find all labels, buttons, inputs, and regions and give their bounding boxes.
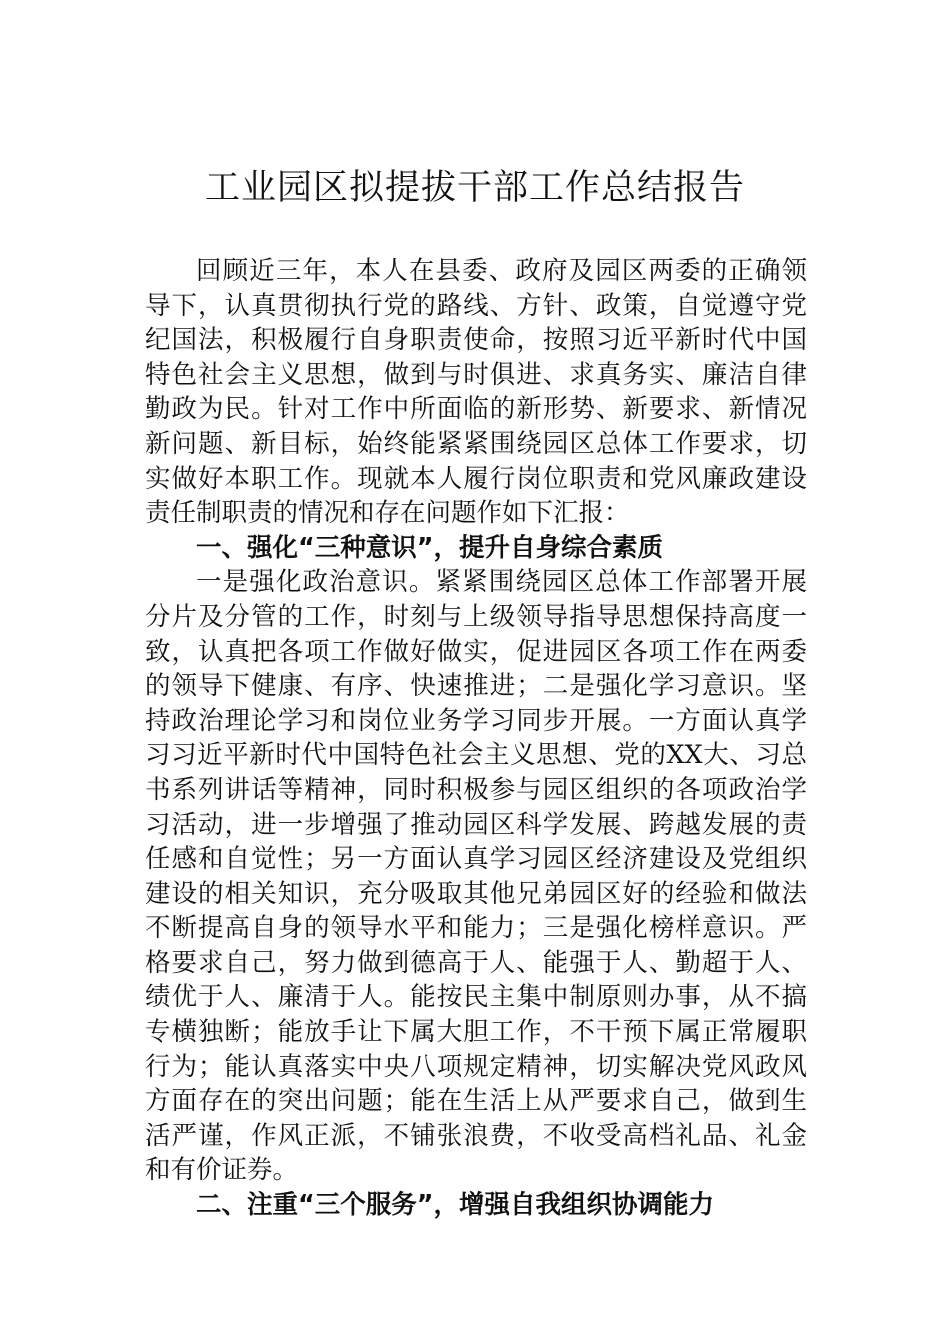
section-heading-2: 二、注重“三个服务”，增强自我组织协调能力 [196,1190,715,1221]
intro-paragraph: 回顾近三年，本人在县委、政府及园区两委的正确领导下，认真贯彻执行党的路线、方针、政策，自觉遵守党纪国法，积极履行自身职责使命，按照习近平新时代中国特色社会主义思想，做到与时俱进、求真务实、廉洁自律勤政为民。针对工作中所面临的新形势、新要求、新情况新问题、新目标，始终能紧紧围绕园区总体工作要求，切实做好本职工作。现就本人履行岗位职责和党风廉政建设责任制职责的情况和存在问题作如下汇报： [145,256,807,529]
document-body [145,254,807,1223]
document-title: 工业园区拟提拔干部工作总结报告 [204,168,745,208]
section-heading-1: 一、强化“三种意识”，提升自身综合素质 [196,532,664,563]
section-1-paragraph: 一是强化政治意识。紧紧围绕园区总体工作部署开展分片及分管的工作，时刻与上级领导指导思想保持高度一致，认真把各项工作做好做实，促进园区各项工作在两委的领导下健康、有序、快速推进；二是强化学习意识。坚持政治理论学习和岗位业务学习同步开展。一方面认真学习习近平新时代中国特色社会主义思想、党的XX大、习总书系列讲话等精神，同时积极参与园区组织的各项政治学习活动，进一步增强了推动园区科学发展、跨越发展的责任感和自觉性；另一方面认真学习园区经济建设及党组织建设的相关知识，充分吸取其他兄弟园区好的经验和做法不断提高自身的领导水平和能力；三是强化榜样意识。严格要求自己，努力做到德高于人、能强于人、勤超于人、绩优于人、廉清于人。能按民主集中制原则办事，从不搞专横独断；能放手让下属大胆工作，不干预下属正常履职行为；能认真落实中央八项规定精神，切实解决党风政风方面存在的突出问题；能在生活上从严要求自己，做到生活严谨，作风正派，不铺张浪费，不收受高档礼品、礼金和有价证券。 [145,567,807,1186]
